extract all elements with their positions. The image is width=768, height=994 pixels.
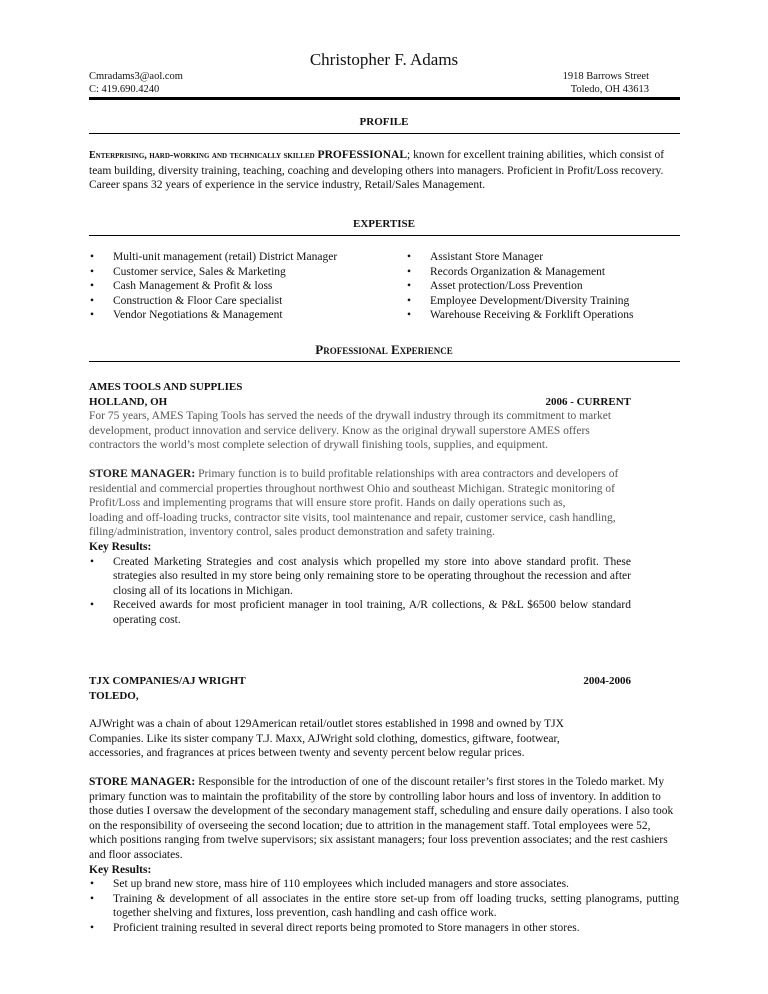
profile-heading: PROFILE — [359, 116, 409, 128]
list-item: • Records Organization & Management — [406, 265, 706, 280]
experience-heading-word-2: Experience — [391, 342, 453, 357]
experience-heading — [0, 342, 768, 358]
role-title: STORE MANAGER: — [89, 775, 196, 788]
list-item: • Received awards for most proficient manager in tool training, A/R collections, & P&L $6500 below standard operating cost. — [89, 598, 631, 627]
role-description — [89, 467, 629, 511]
role-title: STORE MANAGER: — [89, 467, 196, 480]
list-item: • Set up brand new store, mass hire of 110 employees which included managers and store associates. — [89, 877, 679, 892]
street-address: 1918 Barrows Street — [562, 71, 649, 82]
city-address: Toledo, OH 43613 — [570, 84, 649, 95]
list-item: • Employee Development/Diversity Training — [406, 294, 706, 309]
role-desc-1: Primary function is to build profitable relationships with area contractors and developers of residential and commercial properties throughout northwest Ohio and southeast Michigan. Strategic monitoring of Profit/Loss and implementing programs that will ensure store profit. Hands on daily operations such as, — [89, 467, 619, 510]
profile-rule — [89, 133, 680, 134]
list-item: • Vendor Negotiations & Management — [89, 308, 389, 323]
list-item: • Proficient training resulted in several direct reports being promoted to Store managers in other stores. — [89, 921, 679, 936]
list-item: • Warehouse Receiving & Forklift Operations — [406, 308, 706, 323]
expertise-heading: EXPERTISE — [353, 218, 415, 230]
list-item: • Assistant Store Manager — [406, 250, 706, 265]
candidate-name: Christopher F. Adams — [309, 50, 459, 69]
company-about: For 75 years, AMES Taping Tools has served the needs of the drywall industry through its commitment to market development, product innovation and service delivery. Know as the original drywall superstore AMES offers contractors the world’s most complete selection of drywall finishing tools, supplies, and equipment. — [89, 410, 612, 452]
experience-rule — [89, 361, 680, 362]
profile-lead-word: PROFESSIONAL — [317, 149, 408, 161]
company-name: AMES TOOLS AND SUPPLIES — [89, 381, 243, 393]
header-rule — [89, 97, 680, 100]
role-desc-1: Responsible for the introduction of one of the discount retailer’s first stores in the Toledo market. My primary function was to maintain the profitability of the store by controlling labor hours and loss of inventory. In addition to those duties I oversaw the development of the secondary management staff, scheduling and ensure daily operations. I also took on the responsibility of overseeing the second location; due to attrition in the management staff. Total employees were 52, which positions ranging from twelve supervisors; six assistant managers; four loss prevention associates; and the rest cashiers and floor associates. — [89, 775, 674, 861]
key-results-label: Key Results: — [89, 863, 152, 876]
job-dates: 2006 - CURRENT — [545, 395, 631, 408]
key-results-label: Key Results: — [89, 540, 152, 553]
list-item: • Customer service, Sales & Marketing — [89, 265, 389, 280]
profile-paragraph — [89, 148, 679, 193]
job-header-row — [89, 674, 631, 689]
company-name: TJX COMPANIES/AJ WRIGHT — [89, 675, 246, 687]
key-results-list — [89, 555, 631, 628]
company-about: AJWright was a chain of about 129American retail/outlet stores established in 1998 and owned by TJX Companies. Like its sister company T.J. Maxx, AJWright sold clothing, domestics, giftware, footwear, accessories, and fragrances at prices between twenty and seventy percent below regular prices. — [89, 718, 564, 760]
job-location: HOLLAND, OH — [89, 395, 168, 408]
role-desc-2: loading and off-loading trucks, contractor site visits, tool maintenance and repair, customer service, cash handling, filing/administration, inventory control, sales product demonstration and safety training. — [89, 511, 616, 539]
list-item: • Multi-unit management (retail) District Manager — [89, 250, 389, 265]
list-item: • Construction & Floor Care specialist — [89, 294, 389, 309]
list-item: • Asset protection/Loss Prevention — [406, 279, 706, 294]
email[interactable]: Cmradams3@aol.com — [89, 71, 183, 82]
list-item: • Training & development of all associates in the entire store set-up from off loading trucks, setting planograms, putting together shelving and fixtures, loss prevention, cash handling and cash office work. — [89, 892, 679, 921]
profile-lead: Enterprising, hard-working and technically skilled — [89, 150, 315, 161]
profile-body: ; known for excellent training abilities, which consist of team building, diversity training, teaching, coaching and developing others into managers. Proficient in Profit/Loss recovery. Career spans 32 years of experience in the service industry, Retail/Sales Management. — [89, 149, 665, 192]
expertise-left-list — [89, 250, 389, 323]
job-location-row — [89, 395, 631, 410]
job-ames — [89, 380, 679, 628]
key-results-list — [89, 877, 679, 935]
job-dates: 2004-2006 — [583, 675, 631, 687]
experience-heading-word-1: Professional — [315, 342, 388, 357]
role-description — [89, 775, 679, 863]
phone: C: 419.690.4240 — [89, 84, 160, 95]
expertise-rule — [89, 235, 680, 236]
list-item: • Cash Management & Profit & loss — [89, 279, 389, 294]
expertise-right-list — [406, 250, 706, 323]
job-tjx — [89, 674, 679, 936]
list-item: • Created Marketing Strategies and cost analysis which propelled my store into above standard profit. These strategies also resulted in my store being only remaining store to be operating throughout the recession and after closing all of its locations in Michigan. — [89, 555, 631, 599]
job-location: TOLEDO, — [89, 689, 139, 702]
